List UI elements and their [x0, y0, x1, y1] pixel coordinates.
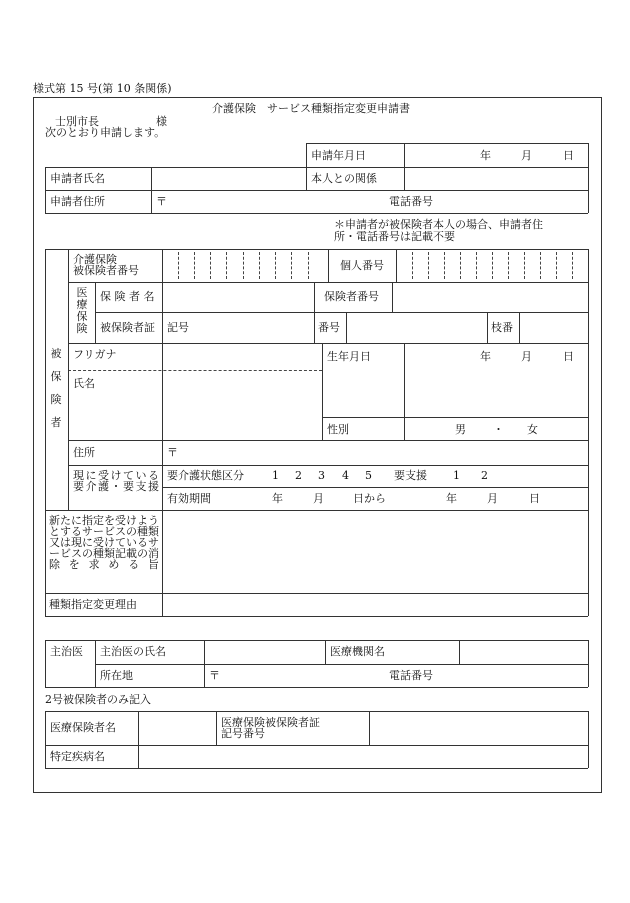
insured-address-label: 住所	[73, 446, 95, 459]
applicant-name-field[interactable]	[152, 168, 305, 190]
birthdate-label: 生年月日	[327, 350, 371, 363]
birth-year: 年	[480, 350, 491, 363]
card-label: 被保険者証	[100, 321, 155, 334]
institution-field[interactable]	[460, 641, 587, 664]
applicant-address-field[interactable]	[152, 191, 587, 213]
honorific: 様	[156, 115, 167, 128]
card-symbol-number-label: 医療保険被保険者証 記号番号	[221, 716, 320, 740]
insurer-number-field[interactable]	[393, 283, 587, 312]
doctor-name-label: 主治医の氏名	[100, 645, 166, 658]
birth-day: 日	[563, 350, 574, 363]
validity-to-year: 年	[446, 492, 457, 505]
sex-separator: ・	[493, 423, 504, 436]
insurer-number-label: 保険者番号	[324, 290, 379, 303]
card-number-label: 番号	[318, 321, 340, 334]
doctor-name-field[interactable]	[205, 641, 324, 664]
validity-label: 有効期間	[167, 492, 211, 505]
application-date-field[interactable]	[405, 143, 587, 167]
relation-label: 本人との関係	[311, 172, 377, 185]
doctor-phone-label: 電話番号	[389, 669, 433, 682]
medical-insurer-field[interactable]	[139, 712, 215, 745]
sex-label: 性別	[327, 423, 349, 436]
insurer-name-label: 保 険 者 名	[100, 290, 155, 303]
date-month: 月	[521, 149, 532, 162]
reason-field[interactable]	[163, 594, 587, 616]
birth-month: 月	[521, 350, 532, 363]
application-date-label: 申請年月日	[311, 149, 366, 162]
validity-from-month: 月	[313, 492, 324, 505]
applicant-name-label: 申請者氏名	[50, 172, 105, 185]
branch-field[interactable]	[520, 313, 587, 343]
support-label: 要支援	[394, 469, 427, 482]
relation-field[interactable]	[405, 168, 587, 190]
care-level-5[interactable]: 5	[365, 469, 372, 482]
service-request-label: 新たに指定を受けようとするサービスの種類又は現に受けているサービスの種類記載の消除を求める旨	[49, 514, 159, 571]
disease-field[interactable]	[139, 746, 587, 768]
reason-label: 種類指定変更理由	[49, 598, 137, 611]
symbol-field[interactable]	[190, 313, 313, 343]
care-level-4[interactable]: 4	[342, 469, 349, 482]
applicant-phone-label: 電話番号	[389, 195, 433, 208]
sex-male-option[interactable]: 男	[455, 423, 466, 436]
insured-postal-mark: 〒	[167, 446, 178, 459]
current-care-level-label: 現に受けている要介護・要支援	[73, 469, 159, 493]
intro-text: 次のとおり申請します。	[45, 126, 166, 139]
validity-to-month: 月	[487, 492, 498, 505]
doctor-postal-mark: 〒	[209, 669, 220, 682]
date-day: 日	[563, 149, 574, 162]
care-level-2[interactable]: 2	[295, 469, 302, 482]
sex-female-option[interactable]: 女	[527, 423, 538, 436]
applicant-postal-mark: 〒	[156, 195, 167, 208]
support-level-1[interactable]: 1	[453, 469, 460, 482]
insured-number-label: 介護保険 被保険者番号	[73, 253, 139, 277]
form-title: 介護保険 サービス種類指定変更申請書	[212, 102, 410, 115]
second-insured-heading: 2号被保険者のみ記入	[45, 693, 151, 706]
validity-to-day: 日	[529, 492, 540, 505]
name-field[interactable]	[163, 371, 321, 439]
validity-from-label: 日から	[353, 492, 386, 505]
institution-label: 医療機関名	[330, 645, 385, 658]
symbol-label: 記号	[167, 321, 189, 334]
insured-side-label: 被 保 険 者	[50, 347, 62, 429]
insured-number-field[interactable]	[163, 250, 327, 282]
card-number-field[interactable]	[347, 313, 486, 343]
medical-insurer-label: 医療保険者名	[50, 721, 116, 734]
form-number: 様式第 15 号(第 10 条関係)	[33, 82, 172, 95]
service-request-field[interactable]	[163, 511, 587, 593]
care-level-3[interactable]: 3	[318, 469, 325, 482]
applicant-address-label: 申請者住所	[50, 195, 105, 208]
furigana-field[interactable]	[163, 344, 321, 369]
addressee: 士別市長	[55, 115, 99, 128]
support-level-2[interactable]: 2	[481, 469, 488, 482]
care-level-1[interactable]: 1	[272, 469, 279, 482]
furigana-label: フリガナ	[73, 348, 117, 361]
insurer-name-field[interactable]	[163, 283, 313, 312]
care-status-label: 要介護状態区分	[167, 469, 244, 482]
validity-from-year: 年	[272, 492, 283, 505]
insured-address-field[interactable]	[163, 441, 587, 465]
note-line-2: 所・電話番号は記載不要	[334, 230, 455, 243]
card-symbol-number-field[interactable]	[370, 712, 587, 745]
birthdate-field[interactable]	[405, 344, 587, 417]
personal-number-field[interactable]	[397, 250, 587, 282]
note-line-1: ＊申請者が被保険者本人の場合、申請者住	[334, 218, 543, 231]
branch-label: 枝番	[491, 321, 513, 334]
location-label: 所在地	[100, 669, 133, 682]
disease-label: 特定疾病名	[50, 750, 105, 763]
medical-insurance-side-label: 医 療 保 険	[76, 286, 88, 335]
doctor-side-label: 主治医	[50, 645, 83, 658]
name-label: 氏名	[73, 377, 95, 390]
personal-number-label: 個人番号	[340, 259, 384, 272]
date-year: 年	[480, 149, 491, 162]
